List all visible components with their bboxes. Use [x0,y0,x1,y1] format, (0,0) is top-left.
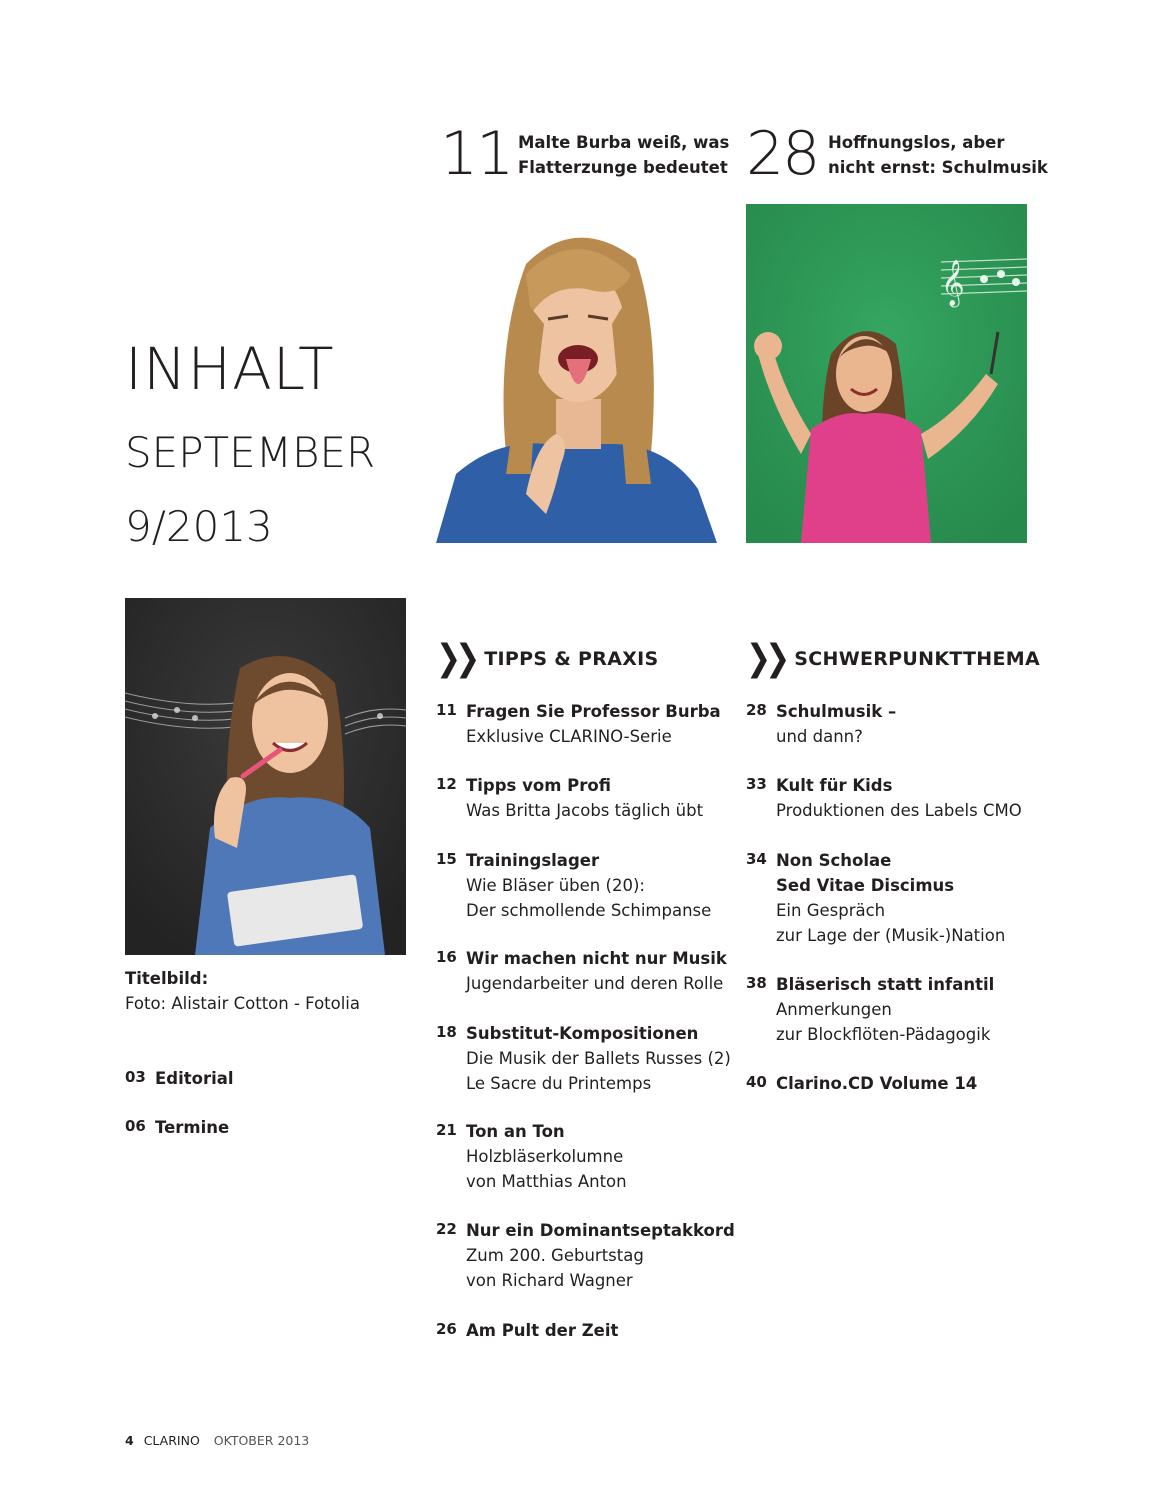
toc-entry[interactable] [436,1218,736,1293]
toc-entry[interactable] [436,699,736,749]
toc-entry[interactable] [746,773,1046,823]
toc-entry[interactable] [746,972,1046,1047]
toc-page-number: 33 [746,775,767,793]
toc-subtitle: Ein Gespräch [776,901,886,920]
toc-subtitle: Der schmollende Schimpanse [466,901,712,920]
toc-page-number: 15 [436,850,457,868]
toc-page-number: 16 [436,948,457,966]
toc-title: Ton an Ton [466,1122,565,1141]
teaser-line: nicht ernst: Schulmusik [828,158,1048,177]
double-chevron-icon: ❯❯ [436,637,475,680]
caption-credit: Foto: Alistair Cotton - Fotolia [125,994,361,1013]
toc-subtitle: Was Britta Jacobs täglich übt [466,801,704,820]
teaser-text [828,130,1048,180]
toc-subtitle: Holzbläserkolumne [466,1147,624,1166]
caption-label: Titelbild: [125,969,209,988]
footer-date: OKTOBER 2013 [213,1433,310,1448]
toc-page-number: 22 [436,1220,457,1238]
teaser-line: Malte Burba weiß, was [518,133,730,152]
toc-entry[interactable] [746,1071,1046,1096]
toc-page-number: 38 [746,974,767,992]
toc-title: Wir machen nicht nur Musik [466,949,727,968]
photo-cover-girl [125,598,406,955]
toc-subtitle: Die Musik der Ballets Russes (2) [466,1049,731,1068]
photo-girl-tongue [436,204,717,543]
toc-page-number: 40 [746,1073,767,1091]
toc-page-number: 12 [436,775,457,793]
toc-title: Termine [155,1118,230,1137]
toc-entry[interactable] [125,1066,425,1091]
toc-page-number: 28 [746,701,767,719]
toc-entry[interactable] [436,1119,736,1194]
teaser-text [518,130,729,180]
toc-subtitle: Exklusive CLARINO-Serie [466,727,672,746]
toc-page-number: 18 [436,1023,457,1041]
svg-text:𝄞: 𝄞 [941,260,965,306]
footer-page-number: 4 [125,1433,134,1448]
toc-title: Sed Vitae Discimus [776,876,955,895]
toc-title: Fragen Sie Professor Burba [466,702,721,721]
toc-page-number: 03 [125,1068,146,1086]
toc-title: Bläserisch statt infantil [776,975,995,994]
section-heading-schwerpunkt [746,637,1041,680]
toc-entry[interactable] [436,1318,736,1343]
toc-subtitle: Produktionen des Labels CMO [776,801,1022,820]
toc-title: Tipps vom Profi [466,776,611,795]
toc-page-number: 34 [746,850,767,868]
toc-subtitle: Zum 200. Geburtstag [466,1246,644,1265]
toc-entry[interactable] [746,699,1046,749]
toc-entry[interactable] [746,848,1046,948]
toc-title: Editorial [155,1069,234,1088]
toc-title: Nur ein Dominantseptakkord [466,1221,735,1240]
section-heading-tipps [436,637,659,680]
toc-subtitle: Wie Bläser üben (20): [466,876,645,895]
teaser-line: Hoffnungslos, aber [828,133,1005,152]
teaser-page-number: 11 [440,119,513,189]
toc-page-number: 06 [125,1117,146,1135]
toc-subtitle: Le Sacre du Printemps [466,1074,652,1093]
toc-title: Kult für Kids [776,776,893,795]
toc-subtitle: von Richard Wagner [466,1271,633,1290]
toc-subtitle: zur Lage der (Musik-)Nation [776,926,1006,945]
toc-title: Non Scholae [776,851,892,870]
teaser-page-number: 28 [746,119,819,189]
toc-title: Trainingslager [466,851,600,870]
toc-title: Am Pult der Zeit [466,1321,619,1340]
section-heading-label: SCHWERPUNKTTHEMA [794,648,1041,670]
toc-entry[interactable] [436,773,736,823]
toc-subtitle: und dann? [776,727,863,746]
toc-title: Substitut-Kompositionen [466,1024,699,1043]
toc-entry[interactable] [125,1115,425,1140]
cover-caption [125,966,360,1016]
page-footer [125,1433,309,1448]
double-chevron-icon: ❯❯ [746,637,785,680]
toc-entry[interactable] [436,1021,736,1096]
toc-subtitle: von Matthias Anton [466,1172,627,1191]
teaser-line: Flatterzunge bedeutet [518,158,728,177]
toc-page-number: 11 [436,701,457,719]
photo-girl-chalkboard [746,204,1027,543]
toc-subtitle: Anmerkungen [776,1000,892,1019]
toc-subtitle: Jugendarbeiter und deren Rolle [466,974,724,993]
toc-entry[interactable] [436,848,736,923]
toc-subtitle: zur Blockflöten-Pädagogik [776,1025,991,1044]
toc-title: Schulmusik – [776,702,897,721]
section-heading-label: TIPPS & PRAXIS [484,648,659,670]
toc-entry[interactable] [436,946,736,996]
page-title: INHALT [125,335,335,403]
footer-magazine: CLARINO [143,1433,200,1448]
toc-title: Clarino.CD Volume 14 [776,1074,978,1093]
toc-page-number: 26 [436,1320,457,1338]
issue-number: 9/2013 [125,502,273,551]
issue-month: SEPTEMBER [125,428,376,477]
toc-page-number: 21 [436,1121,457,1139]
